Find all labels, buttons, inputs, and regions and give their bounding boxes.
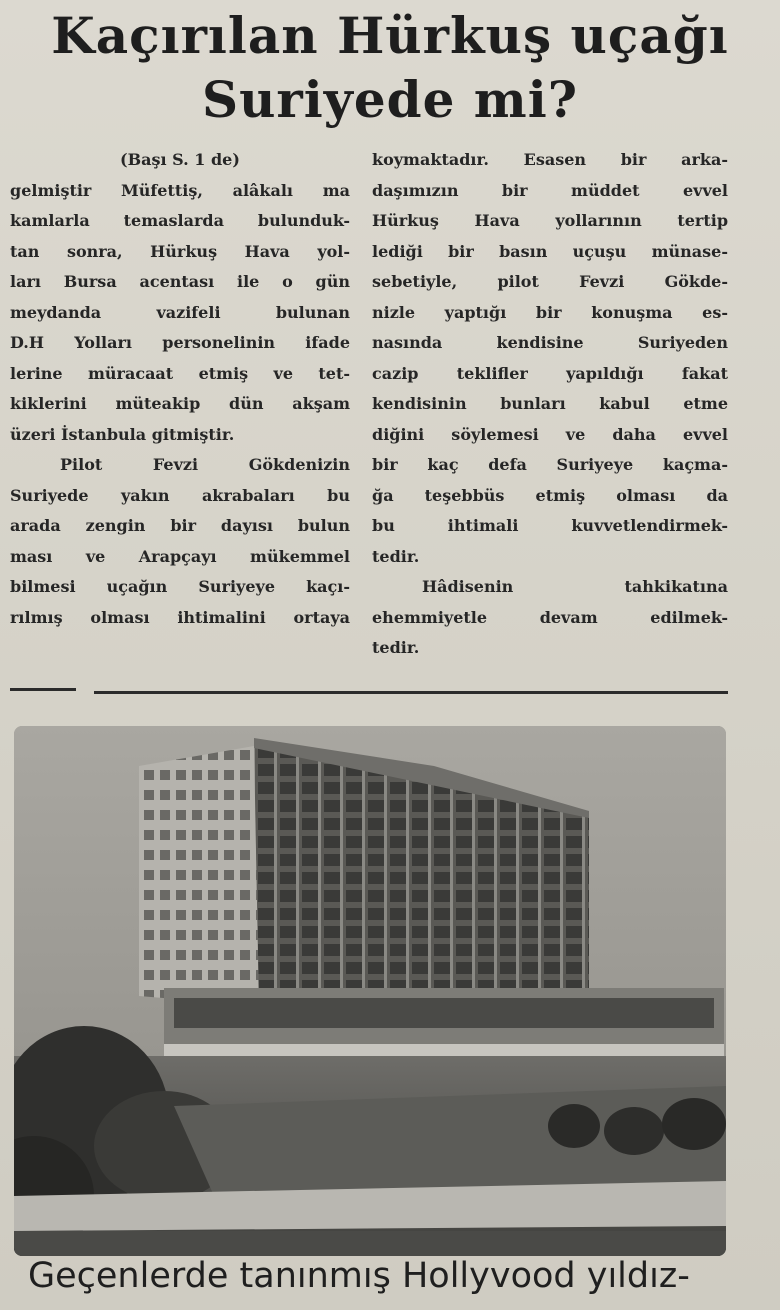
article-line: D.H Yolları personelinin ifade [10, 333, 350, 352]
article-line: lerine müracaat etmiş ve tet- [10, 363, 350, 383]
building-photo [14, 726, 726, 1256]
article-line: bu ihtimali kuvvetlendirmek- [372, 516, 728, 535]
article-line: tan sonra, Hürkuş Hava yol- [10, 241, 350, 261]
article-line: bilmesi uçağın Suriyeye kaçı- [10, 577, 350, 596]
article-line: Hâdisenin tahkikatına [422, 577, 728, 596]
article-line: bir kaç defa Suriyeye kaçma- [372, 455, 728, 474]
article-line: nizle yaptığı bir konuşma es- [372, 302, 728, 322]
article-line: ğa teşebbüs etmiş olması da [372, 485, 728, 505]
column-rule-short [10, 688, 76, 691]
article-column-right [372, 145, 728, 664]
article-line: (Başı S. 1 de) [120, 150, 240, 169]
article-line: rılmış olması ihtimalini ortaya [10, 607, 350, 627]
article-line: kendisinin bunları kabul etme [372, 394, 728, 413]
article-column-left [10, 145, 350, 633]
article-line: lediği bir basın uçuşu münase- [372, 241, 728, 261]
article-line: ehemmiyetle devam edilmek- [372, 607, 728, 627]
article-line: tedir. [372, 638, 420, 657]
article-line: diğini söylemesi ve daha evvel [372, 424, 728, 444]
article-line: meydanda vazifeli bulunan [10, 302, 350, 322]
article-line: kiklerini müteakip dün akşam [10, 394, 350, 413]
headline-line-1: Kaçırılan Hürkuş uçağı [51, 6, 729, 65]
article-line: Suriyede yakın akrabaları bu [10, 485, 350, 505]
article-line: ları Bursa acentası ile o gün [10, 272, 350, 291]
article-line: daşımızın bir müddet evvel [372, 180, 728, 200]
article-line: cazip teklifler yapıldığı fakat [372, 363, 728, 383]
headline-line-2: Suriyede mi? [201, 70, 579, 129]
article-line: sebetiyle, pilot Fevzi Gökde- [372, 272, 728, 291]
article-line: koymaktadır. Esasen bir arka- [372, 150, 728, 169]
article-line: gelmiştir Müfettiş, alâkalı ma [10, 180, 350, 200]
article-line: Hürkuş Hava yollarının tertip [372, 211, 728, 230]
article-line: kamlarla temaslarda bulunduk- [10, 211, 350, 230]
photo-caption: Geçenlerde tanınmış Hollyvood yıldız- [28, 1256, 690, 1296]
article-line: arada zengin bir dayısı bulun [10, 516, 350, 535]
article-line: Pilot Fevzi Gökdenizin [60, 455, 350, 474]
article-line: nasında kendisine Suriyeden [372, 333, 728, 352]
article-line: ması ve Arapçayı mükemmel [10, 546, 350, 566]
article-line: üzeri İstanbula gitmiştir. [10, 424, 235, 444]
column-rule-long [94, 691, 728, 694]
article-line: tedir. [372, 546, 420, 566]
